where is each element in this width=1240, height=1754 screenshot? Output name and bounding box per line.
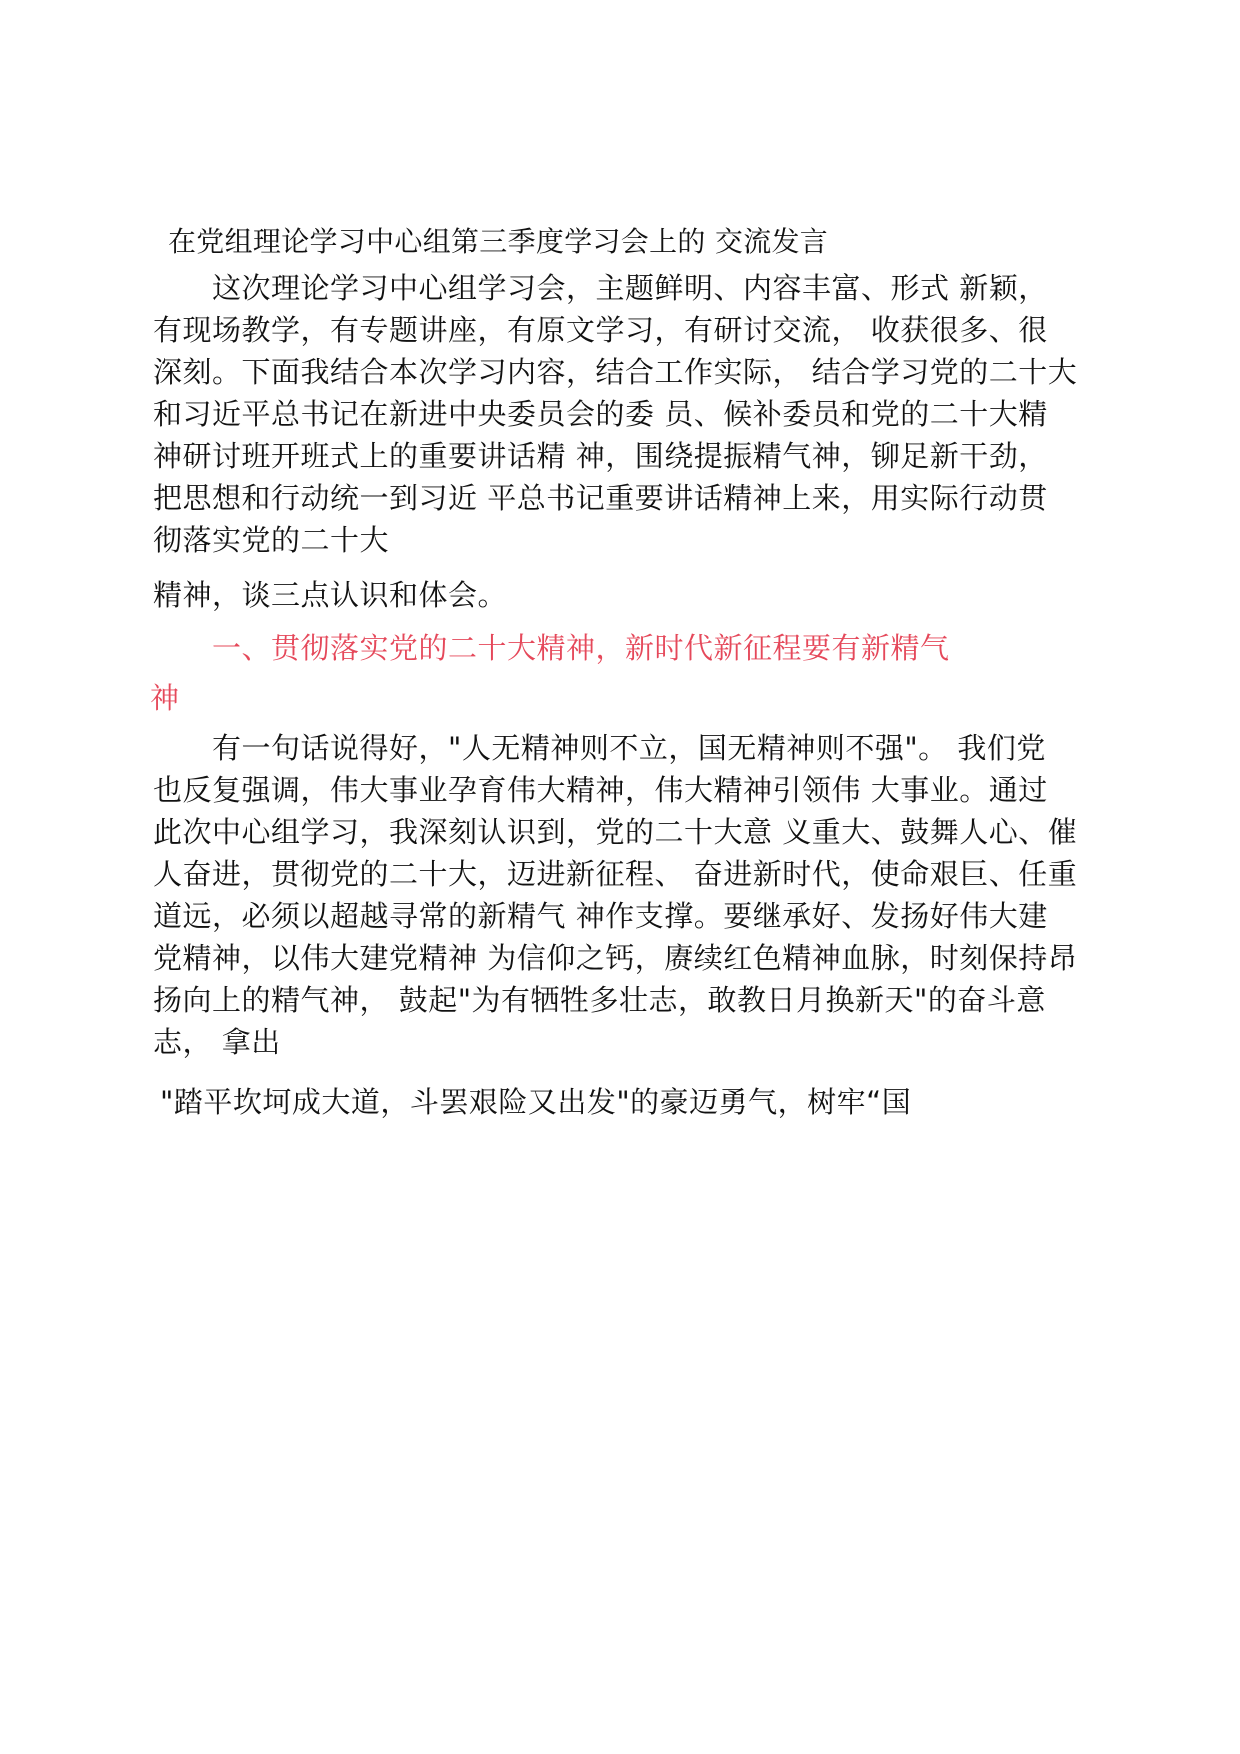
paragraph-line: 深刻。下面我结合本次学习内容，结合工作实际， 结合学习党的二十大 bbox=[153, 355, 1078, 389]
paragraph-line: 此次中心组学习，我深刻认识到，党的二十大意 义重大、鼓舞人心、催 bbox=[153, 815, 1078, 849]
paragraph-line: 神研讨班开班式上的重要讲话精 神，围绕提振精气神，铆足新干劲， bbox=[153, 439, 1048, 473]
paragraph-line: 彻落实党的二十大 bbox=[153, 523, 390, 557]
paragraph-line: "踏平坎坷成大道，斗罢艰险又出发"的豪迈勇气，树牢“国 bbox=[160, 1085, 912, 1119]
paragraph-line: 志， 拿出 bbox=[153, 1025, 281, 1059]
paragraph-line: 有一句话说得好，"人无精神则不立，国无精神则不强"。 我们党 bbox=[212, 731, 1046, 765]
paragraph-line: 这次理论学习中心组学习会，主题鲜明、内容丰富、形式 新颖， bbox=[212, 271, 1048, 305]
paragraph-line: 党精神，以伟大建党精神 为信仰之钙，赓续红色精神血脉，时刻保持昂 bbox=[153, 941, 1078, 975]
document-title: 在党组理论学习中心组第三季度学习会上的 交流发言 bbox=[168, 225, 829, 258]
paragraph-line: 道远，必须以超越寻常的新精气 神作支撑。要继承好、发扬好伟大建 bbox=[153, 899, 1048, 933]
paragraph-line: 人奋进，贯彻党的二十大，迈进新征程、 奋进新时代，使命艰巨、任重 bbox=[153, 857, 1078, 891]
paragraph-line: 精神，谈三点认识和体会。 bbox=[153, 578, 508, 612]
paragraph-line: 把思想和行动统一到习近 平总书记重要讲话精神上来，用实际行动贯 bbox=[153, 481, 1048, 515]
section-heading-line: 一、贯彻落实党的二十大精神，新时代新征程要有新精气 bbox=[212, 631, 950, 665]
paragraph-line: 有现场教学，有专题讲座，有原文学习，有研讨交流， 收获很多、很 bbox=[153, 313, 1048, 347]
paragraph-line: 和习近平总书记在新进中央委员会的委 员、候补委员和党的二十大精 bbox=[153, 397, 1048, 431]
paragraph-line: 扬向上的精气神， 鼓起"为有牺牲多壮志，敢教日月换新天"的奋斗意 bbox=[153, 983, 1046, 1017]
paragraph-line: 也反复强调，伟大事业孕育伟大精神，伟大精神引领伟 大事业。通过 bbox=[153, 773, 1048, 807]
section-heading-line: 神 bbox=[150, 681, 180, 715]
